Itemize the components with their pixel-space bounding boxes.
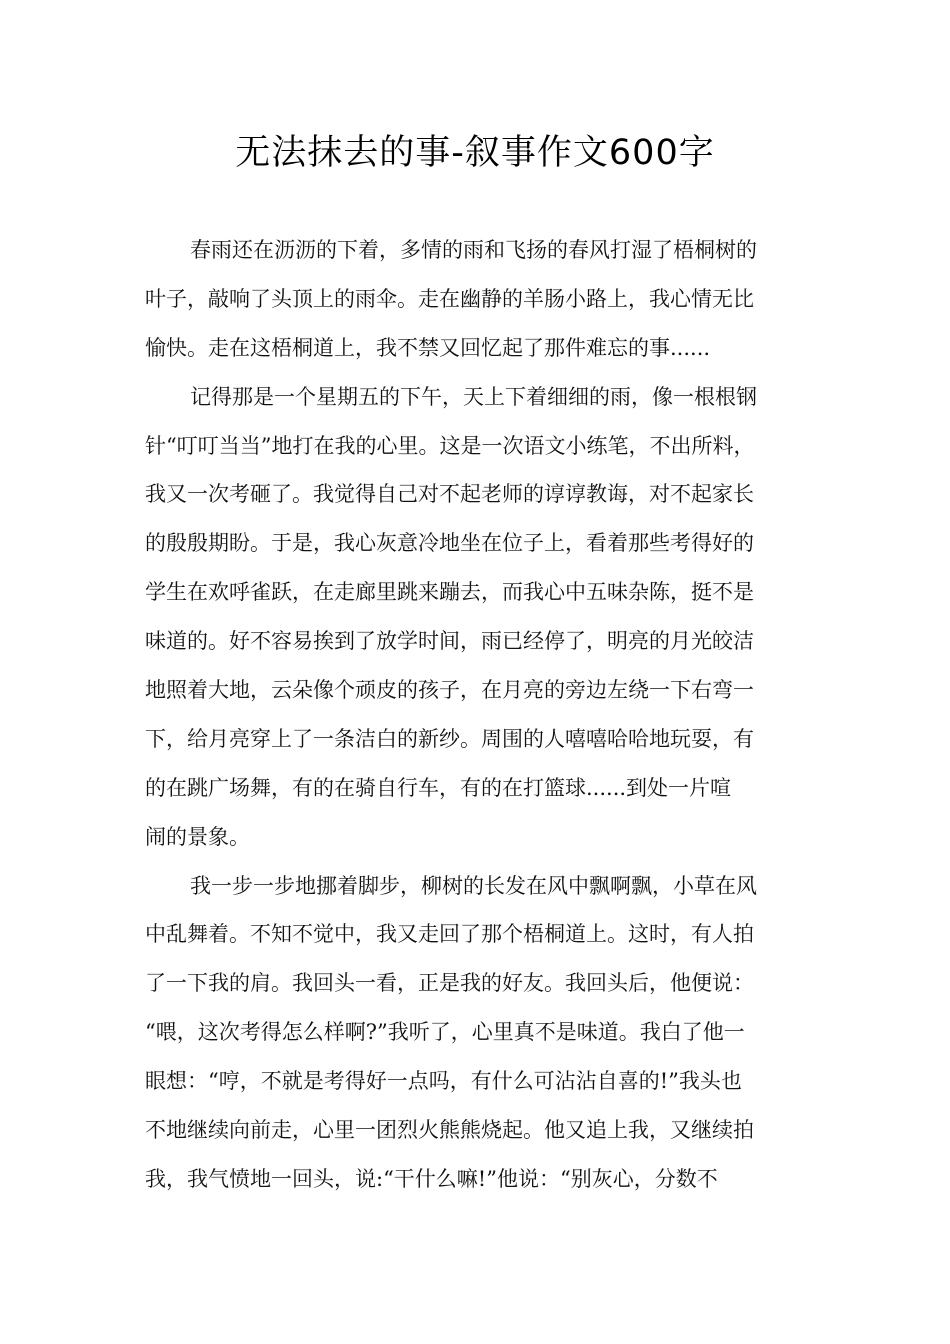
paragraph-first-line: 春雨还在沥沥的下着，多情的雨和飞扬的春风打湿了梧桐树的	[190, 238, 757, 262]
text-line: 眼想：“哼，不就是考得好一点吗，有什么可沾沾自喜的!”我头也	[145, 1069, 742, 1094]
text-line: 不地继续向前走，心里一团烈火熊熊烧起。他又追上我，又继续拍	[145, 1118, 754, 1143]
text-line: 下，给月亮穿上了一条洁白的新纱。周围的人嘻嘻哈哈地玩耍，有	[145, 726, 754, 751]
text-line: “喂，这次考得怎么样啊?”我听了，心里真不是味道。我白了他一	[145, 1020, 745, 1045]
text-line: 叶子，敲响了头顶上的雨伞。走在幽静的羊肠小路上，我心情无比	[145, 286, 754, 311]
text-line: 中乱舞着。不知不觉中，我又走回了那个梧桐道上。这时，有人拍	[145, 922, 754, 947]
text-line: 我，我气愤地一回头，说:“干什么嘛!”他说：“别灰心，分数不	[145, 1166, 718, 1191]
text-line: 的殷殷期盼。于是，我心灰意冷地坐在位子上，看着那些考得好的	[145, 531, 754, 556]
document-title: 无法抹去的事-叙事作文600字	[235, 133, 715, 173]
document-body	[145, 226, 817, 1204]
paragraph-first-line: 记得那是一个星期五的下午，天上下着细细的雨，像一根根钢	[190, 384, 757, 409]
text-line: 味道的。好不容易挨到了放学时间，雨已经停了，明亮的月光皎洁	[145, 629, 754, 654]
text-line: 我又一次考砸了。我觉得自己对不起老师的谆谆教诲，对不起家长	[145, 482, 754, 507]
text-line: 愉快。走在这梧桐道上，我不禁又回忆起了那件难忘的事......	[145, 335, 711, 360]
paragraph-first-line: 我一步一步地挪着脚步，柳树的长发在风中飘啊飘，小草在风	[190, 873, 757, 898]
text-line: 的在跳广场舞，有的在骑自行车，有的在打篮球......到处一片喧	[145, 775, 732, 800]
text-line: 针“叮叮当当”地打在我的心里。这是一次语文小练笔，不出所料，	[145, 433, 755, 458]
text-line: 了一下我的肩。我回头一看，正是我的好友。我回头后，他便说：	[145, 971, 754, 996]
text-line: 学生在欢呼雀跃，在走廊里跳来蹦去，而我心中五味杂陈，挺不是	[145, 580, 754, 605]
text-line: 闹的景象。	[145, 824, 250, 849]
text-line: 地照着大地，云朵像个顽皮的孩子，在月亮的旁边左绕一下右弯一	[145, 678, 754, 703]
